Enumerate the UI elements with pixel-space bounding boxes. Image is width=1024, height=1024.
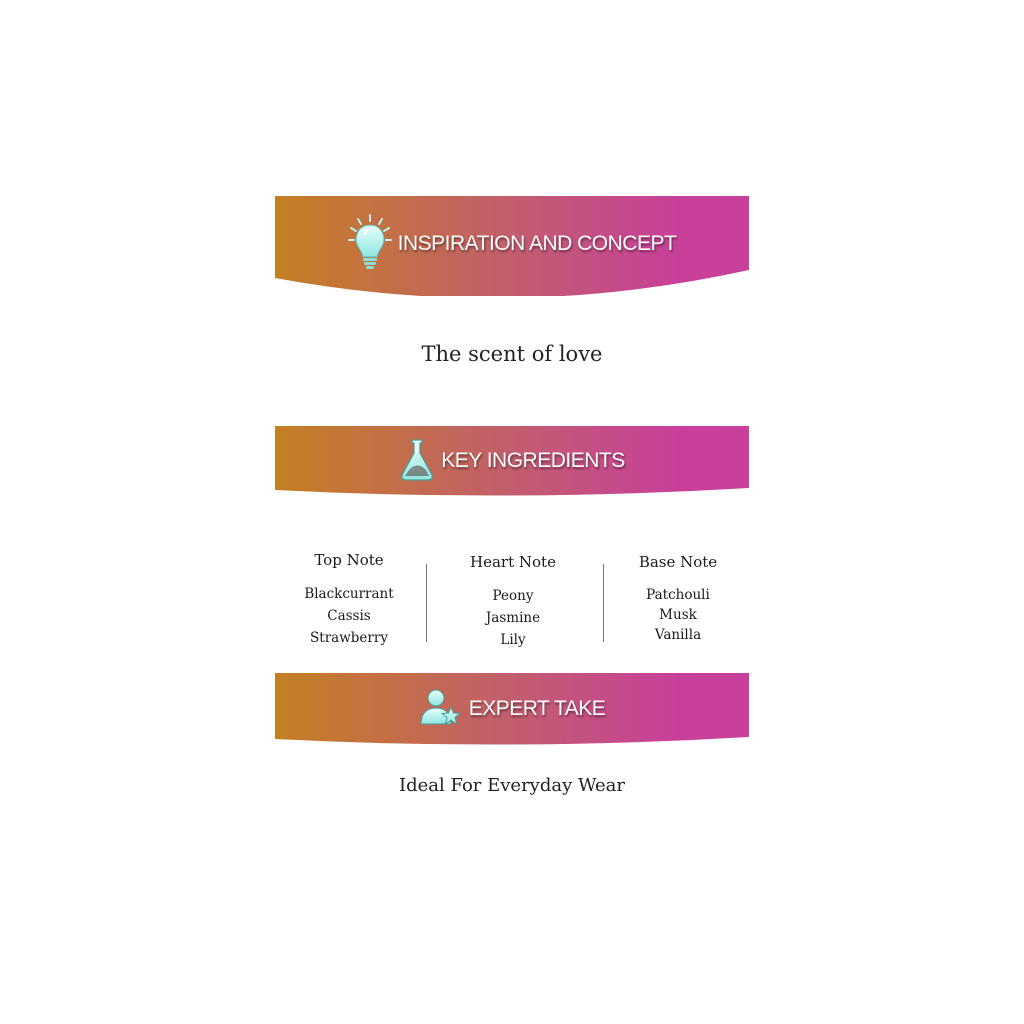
- top-note-item: Cassis: [327, 608, 371, 624]
- heart-note-item: Peony: [492, 588, 534, 604]
- inspiration-text: The scent of love: [421, 342, 603, 366]
- heart-note-column: [433, 553, 593, 651]
- top-note-column: [268, 551, 430, 649]
- top-note-item: Blackcurrant: [304, 586, 394, 602]
- top-note-item: Strawberry: [310, 630, 388, 646]
- top-note-label: Top Note: [314, 551, 384, 569]
- flask-icon: [399, 437, 435, 485]
- base-note-item: Vanilla: [654, 627, 702, 643]
- base-note-item: Musk: [659, 607, 697, 623]
- heart-note-label: Heart Note: [470, 553, 556, 571]
- inspiration-banner: [275, 196, 749, 296]
- heart-note-item: Lily: [500, 632, 526, 648]
- ingredients-title: KEY INGREDIENTS: [441, 449, 625, 472]
- lightbulb-icon: [348, 213, 392, 275]
- heart-note-item: Jasmine: [485, 610, 541, 626]
- expert-title: EXPERT TAKE: [468, 697, 606, 720]
- base-note-item: Patchouli: [646, 587, 710, 603]
- user-star-icon: [419, 687, 463, 731]
- ingredients-banner: [275, 426, 749, 496]
- base-note-label: Base Note: [638, 553, 718, 571]
- base-note-column: [600, 553, 756, 645]
- expert-banner: [275, 673, 749, 745]
- notes-table: [268, 551, 764, 661]
- expert-text: Ideal For Everyday Wear: [398, 775, 626, 796]
- inspiration-title: INSPIRATION AND CONCEPT: [397, 232, 677, 255]
- column-divider: [426, 564, 427, 642]
